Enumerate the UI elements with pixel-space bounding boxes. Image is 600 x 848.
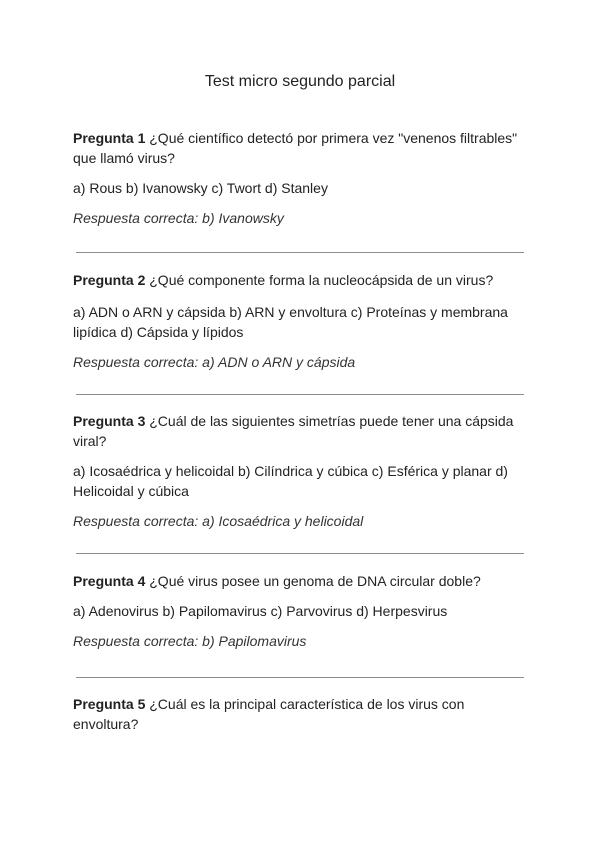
- question-label: Pregunta 5: [73, 696, 146, 712]
- question-options: a) Adenovirus b) Papilomavirus c) Parvovirus d) Herpesvirus: [73, 603, 448, 619]
- question-options: a) Icosaédrica y helicoidal b) Cilíndrica y cúbica c) Esférica y planar d) Helicoidal y cúbica: [73, 463, 508, 499]
- question-divider: [76, 677, 524, 678]
- question-options: a) Rous b) Ivanowsky c) Twort d) Stanley: [73, 180, 328, 196]
- question-label: Pregunta 2: [73, 272, 146, 288]
- correct-answer: Respuesta correcta: b) Ivanowsky: [73, 210, 284, 226]
- question-options: a) ADN o ARN y cápsida b) ARN y envoltura c) Proteínas y membrana lipídica d) Cápsida y lípidos: [73, 304, 508, 340]
- document-title: Test micro segundo parcial: [204, 73, 396, 90]
- question-statement: [73, 270, 525, 290]
- correct-answer: Respuesta correcta: b) Papilomavirus: [73, 633, 307, 649]
- question-3: [73, 411, 525, 531]
- correct-answer: Respuesta correcta: a) ADN o ARN y cápsida: [73, 354, 356, 370]
- question-text: ¿Qué científico detectó por primera vez "venenos filtrables" que llamó virus?: [73, 130, 518, 166]
- question-5: [73, 694, 525, 734]
- correct-answer: Respuesta correcta: a) Icosaédrica y helicoidal: [73, 513, 364, 529]
- question-text: ¿Qué componente forma la nucleocápsida de un virus?: [149, 272, 494, 288]
- question-1: [73, 128, 525, 228]
- question-4: [73, 571, 525, 651]
- question-label: Pregunta 1: [73, 130, 146, 146]
- question-text: ¿Cuál es la principal característica de los virus con envoltura?: [73, 696, 465, 732]
- question-2: [73, 270, 525, 372]
- question-divider: [76, 252, 524, 253]
- question-text: ¿Qué virus posee un genoma de DNA circular doble?: [149, 573, 481, 589]
- question-statement: [73, 128, 525, 168]
- question-label: Pregunta 4: [73, 573, 146, 589]
- question-text: ¿Cuál de las siguientes simetrías puede tener una cápsida viral?: [73, 413, 514, 449]
- question-label: Pregunta 3: [73, 413, 146, 429]
- question-statement: [73, 694, 525, 734]
- question-divider: [76, 553, 524, 554]
- question-statement: [73, 411, 525, 451]
- question-statement: [73, 571, 525, 591]
- question-divider: [76, 394, 524, 395]
